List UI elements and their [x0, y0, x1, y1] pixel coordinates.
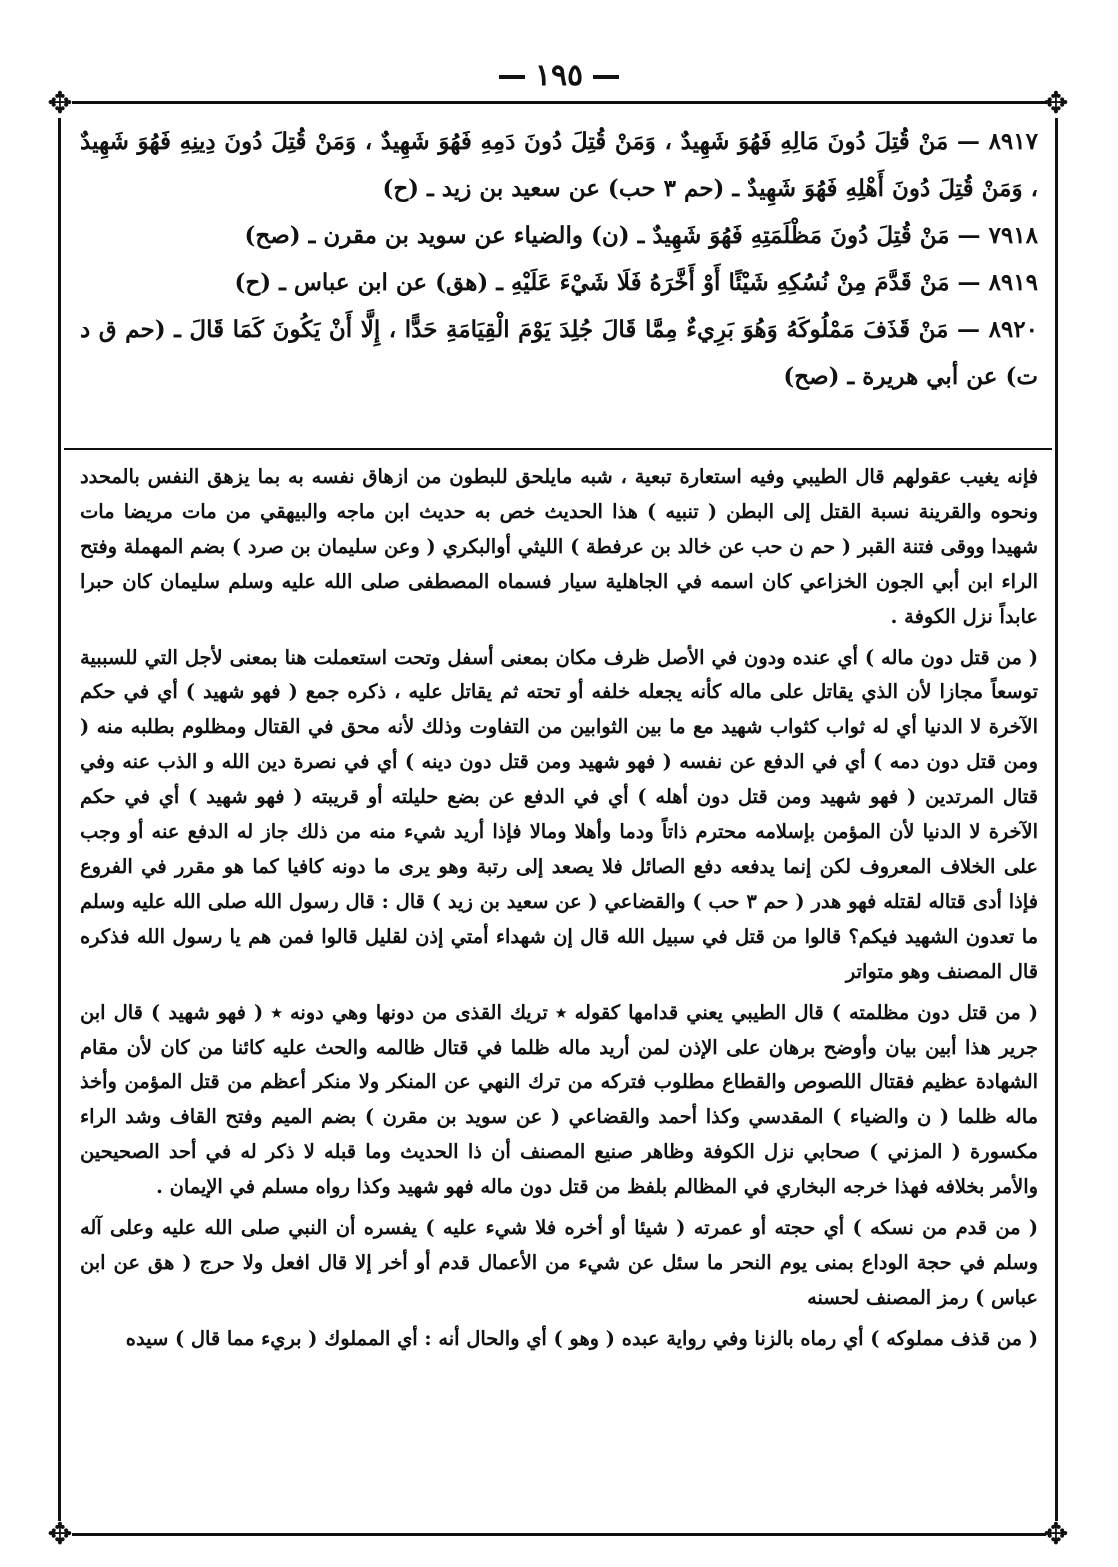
- commentary-paragraph: ( من قتل دون مظلمته ) قال الطيبي يعني قدامها كقوله ٭ تريك القذى من دونها وهي دونه ٭ ( فهو شهيد ) قال ابن جرير هذا أبين بيان وأوضح برهان على الإذن لمن أريد ماله ظلما في قتال ظالمه والحث عليه كائنا من كان لأن مقام الشهادة عظيم فقتال اللصوص والقطاع مطلوب فتركه من ترك النهي عن المنكر ولا منكر أعظم من قتل المؤمن وأخذ ماله ظلما ( ن والضياء ) المقدسي وكذا أحمد والقضاعي ( عن سويد بن مقرن ) بضم الميم وفتح القاف وشد الراء مكسورة ( المزني ) صحابي نزل الكوفة وظاهر صنيع المصنف أن ذا الحديث وما قبله لا ذكر له في أحد الصحيحين والأمر بخلافه فهذا خرجه البخاري في المظالم بلفظ من قتل دون ماله فهو شهيد وكذا رواه مسلم في الإيمان .: [80, 1000, 1038, 1199]
- hadith-entry: ٧٩١٨ — مَنْ قُتِلَ دُونَ مَظْلَمَتِهِ فَهُوَ شَهِيدٌ ـ (ن) والضياء عن سويد بن مقرن ـ (صح): [244, 222, 1038, 249]
- corner-ornament-icon: ✥: [47, 1517, 73, 1552]
- page-number-text: ١٩٥: [534, 58, 584, 93]
- dash-left: [499, 75, 525, 79]
- commentary-paragraph: ( من قذف مملوكه ) أي رماه بالزنا وفي رواية عبده ( وهو ) أي والحال أنه : أي المملوك ( بريء مما قال ) سيده: [125, 1326, 1038, 1350]
- section-divider: [64, 448, 1052, 450]
- dash-right: [593, 75, 619, 79]
- commentary-section: [80, 460, 1038, 1357]
- page-number: [0, 58, 1118, 93]
- corner-ornament-icon: ✥: [1043, 86, 1069, 121]
- commentary-paragraph: ( من قتل دون ماله ) أي عنده ودون في الأصل ظرف مكان بمعنى أسفل وتحت استعملت هنا بمعنى لأجل التي للسببية توسعاً مجازا لأن الذي يقاتل على ماله كأنه يجعله خلفه أو تحته ثم يقاتل عليه ، ذكره جمع ( فهو شهيد ) أي في حكم الآخرة لا الدنيا أي له ثواب كثواب شهيد مع ما بين الثوابين من التفاوت وذلك لأنه محق في القتال ومظلوم بطلبه منه ( ومن قتل دون دمه ) أي في الدفع عن نفسه ( فهو شهيد ومن قتل دون دينه ) أي في نصرة دين الله و الذب عنه وفي قتال المرتدين ( فهو شهيد ومن قتل دون أهله ) أي في الدفع عن بضع حليلته أو قريبته ( فهو شهيد ) أي في حكم الآخرة لا الدنيا لأن المؤمن بإسلامه محترم ذاتاً ودما وأهلا ومالا فإذا أريد شيء منه من ذلك جاز له الدفع عنه أو وجب على الخلاف المعروف لكن إنما يدفعه دفع الصائل فلا يصعد إلى رتبة وهو يرى ما دونه كافيا كما هو مقرر في الفروع فإذا أدى قتاله لقتله فهو هدر ( حم ٣ حب ) والقضاعي ( عن سعيد بن زيد ) قال : قال رسول الله صلى الله عليه وسلم ما تعدون الشهيد فيكم؟ قالوا من قتل في سبيل الله قال إن شهداء أمتي إذن لقليل قالوا فمن هم يا رسول الله فذكره قال المصنف وهو متواتر: [80, 645, 1038, 983]
- corner-ornament-icon: ✥: [1043, 1517, 1069, 1552]
- commentary-paragraph: ( من قدم من نسكه ) أي حجته أو عمرته ( شيئا أو أخره فلا شيء عليه ) يفسره أن النبي صلى الله عليه وعلى آله وسلم في حجة الوداع بمنى يوم النحر ما سئل عن شيء من الأعمال قدم أو أخر إلا قال افعل ولا حرج ( هق عن ابن عباس ) رمز المصنف لحسنه: [80, 1216, 1038, 1309]
- frame-bottom-rule: [72, 1533, 1046, 1536]
- hadith-entry: ٨٩١٧ — مَنْ قُتِلَ دُونَ مَالِهِ فَهُوَ شَهِيدٌ ، وَمَنْ قُتِلَ دُونَ دَمِهِ فَهُوَ شَهِيدٌ ، وَمَنْ قُتِلَ دُونَ دِينِهِ فَهُوَ شَهِيدٌ ، وَمَنْ قُتِلَ دُونَ أَهْلِهِ فَهُوَ شَهِيدٌ ـ (حم ٣ حب) عن سعيد بن زيد ـ (ح): [80, 128, 1038, 202]
- commentary-paragraph: فإنه يغيب عقولهم قال الطيبي وفيه استعارة تبعية ، شبه مايلحق للبطون من ازهاق نفسه به بما يزهق النفس بالمحدد ونحوه والقرينة نسبة القتل إلى البطن ( تنبيه ) هذا الحديث خص به حديث ابن ماجه والبيهقي من مات مريضا مات شهيدا ووقى فتنة القبر ( حم ن حب عن خالد بن عرفطة ) الليثي أوالبكري ( وعن سليمان بن صرد ) بضم المهملة وفتح الراء ابن أبي الجون الخزاعي كان اسمه في الجاهلية سيار فسماه المصطفى صلى الله عليه وسلم سليمان كان حبرا عابداً نزل الكوفة .: [80, 465, 1038, 628]
- hadith-section: [80, 118, 1038, 400]
- frame-right-rule: [1055, 118, 1058, 1521]
- frame-top-rule: [72, 101, 1046, 104]
- hadith-entry: ٨٩٢٠ — مَنْ قَذَفَ مَمْلُوكَهُ وَهُوَ بَرِيءٌ مِمَّا قَالَ جُلِدَ يَوْمَ الْقِيَامَةِ حَدًّا ، إِلَّا أَنْ يَكُونَ كَمَا قَالَ ـ (حم ق د ت) عن أبي هريرة ـ (صح): [80, 316, 1038, 390]
- hadith-entry: ٨٩١٩ — مَنْ قَدَّمَ مِنْ نُسُكِهِ شَيْئًا أَوْ أَخَّرَهُ فَلَا شَيْءَ عَلَيْهِ ـ (هق) عن ابن عباس ـ (ح): [234, 269, 1038, 296]
- corner-ornament-icon: ✥: [47, 86, 73, 121]
- frame-left-rule: [58, 118, 61, 1521]
